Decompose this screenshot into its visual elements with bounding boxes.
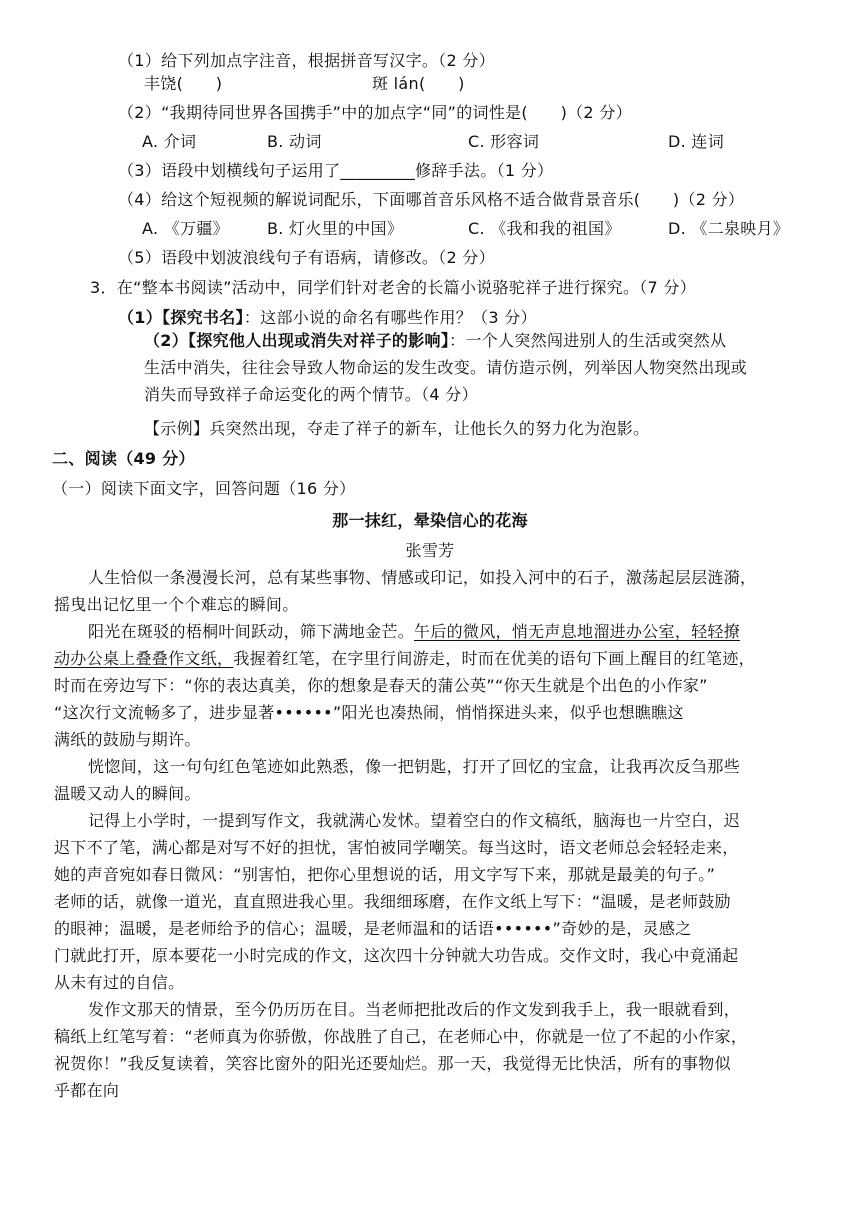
article-line: 记得上小学时，一提到写作文，我就满心发怵。望着空白的作文稿纸，脑海也一片空白，迟: [88, 811, 741, 830]
q3-part2-line3: 消失而导致祥子命运变化的两个情节。（4 分）: [144, 385, 478, 404]
q3-example: 【示例】兵突然出现，夺走了祥子的新车，让他长久的努力化为泡影。: [144, 419, 650, 438]
q2-item4-option-c: C. 《我和我的祖国》: [468, 219, 621, 238]
article-line: 乎都在向: [54, 1081, 120, 1100]
q2-item2: （2）“我期待同世界各国携手”中的加点字“同”的词性是( )（2 分）: [118, 103, 632, 122]
q2-item1-blank-a: 丰饶( ): [144, 74, 223, 93]
q2-item2-option-a: A. 介词: [142, 132, 197, 151]
article-line: 恍惚间，这一句句红色笔迹如此熟悉，像一把钥匙，打开了回忆的宝盒，让我再次反刍那些: [88, 757, 741, 776]
q2-item4: （4）给这个短视频的解说词配乐，下面哪首音乐风格不适合做背景音乐( )（2 分）: [118, 190, 745, 209]
q3-part1-text: ：这部小说的命名有哪些作用？（3 分）: [243, 308, 537, 327]
article-line: 从未有过的自信。: [54, 973, 185, 992]
article-line: 时而在旁边写下：“你的表达真美，你的想象是春天的蒲公英”“你天生就是个出色的小作家”: [54, 676, 708, 695]
subsection-heading: （一）阅读下面文字，回答问题（16 分）: [52, 479, 356, 498]
article-author: 张雪芳: [405, 541, 455, 560]
article-line: 发作文那天的情景，至今仍历历在目。当老师把批改后的作文发到我手上，我一眼就看到，: [88, 1000, 741, 1019]
q2-item4-option-d: D. 《二泉映月》: [668, 219, 790, 238]
article-line: 摇曳出记忆里一个个难忘的瞬间。: [54, 595, 299, 614]
underlined-sentence-end: 动办公桌上叠叠作文纸，: [54, 649, 234, 668]
q2-item5: （5）语段中划波浪线句子有语病，请修改。（2 分）: [118, 248, 495, 267]
article-text: 阳光在斑驳的梧桐叶间跃动，筛下满地金芒。: [88, 622, 415, 641]
article-line: 老师的话，就像一道光，直直照进我心里。我细细琢磨，在作文纸上写下：“温暖，是老师鼓励: [54, 892, 731, 911]
article-line: 满纸的鼓励与期许。: [54, 730, 201, 749]
q2-item3: （3）语段中划横线句子运用了_________修辞手法。（1 分）: [118, 161, 554, 180]
article-line: [88, 621, 740, 643]
q2-item1: （1）给下列加点字注音，根据拼音写汉字。（2 分）: [118, 51, 495, 70]
section-heading: 二、阅读（49 分）: [52, 449, 195, 468]
q3-part1: [118, 307, 537, 329]
q2-item2-option-b: B. 动词: [267, 132, 322, 151]
article-line: 的眼神；温暖，是老师给予的信心；温暖，是老师温和的话语••••••”奇妙的是，灵感之: [54, 919, 692, 938]
q2-item2-option-c: C. 形容词: [468, 132, 540, 151]
article-line: 温暖又动人的瞬间。: [54, 784, 201, 803]
q2-item4-option-a: A. 《万疆》: [142, 219, 229, 238]
article-line: 祝贺你！”我反复读着，笑容比窗外的阳光还要灿烂。那一天，我觉得无比快活，所有的事物似: [54, 1054, 731, 1073]
article-text: 我握着红笔，在字里行间游走，时而在优美的语句下画上醒目的红笔迹，: [233, 649, 755, 668]
article-title: 那一抹红，晕染信心的花海: [332, 511, 528, 530]
q3-part2: [144, 330, 726, 352]
q2-item4-option-b: B. 灯火里的中国》: [267, 219, 404, 238]
article-line: 稿纸上红笔写着：“老师真为你骄傲，你战胜了自己，在老师心中，你就是一位了不起的小作家，: [54, 1027, 748, 1046]
q3-stem: 3．在“整本书阅读”活动中，同学们针对老舍的长篇小说骆驼祥子进行探究。（7 分）: [90, 278, 697, 297]
article-line: 门就此打开，原本要花一小时完成的作文，这次四十分钟就大功告成。交作文时，我心中竟涌起: [54, 946, 739, 965]
q3-part2-line2: 生活中消失，往往会导致人物命运的发生改变。请仿造示例，列举因人物突然出现或: [144, 358, 748, 377]
q3-part1-heading: （1）【探究书名】: [118, 308, 244, 327]
article-line: 人生恰似一条漫漫长河，总有某些事物、情感或印记，如投入河中的石子，激荡起层层涟漪，: [88, 568, 757, 587]
q3-part2-text: ：一个人突然闯进别人的生活或突然从: [449, 331, 727, 350]
article-line: 她的声音宛如春日微风：“别害怕，把你心里想说的话，用文字写下来，那就是最美的句子。”: [54, 865, 716, 884]
q3-part2-heading: （2）【探究他人出现或消失对祥子的影响】: [144, 331, 450, 350]
article-line: 迟下不了笔，满心都是对写不好的担忧，害怕被同学嘲笑。每当这时，语文老师总会轻轻走来，: [54, 838, 739, 857]
q2-item2-option-d: D. 连词: [668, 132, 724, 151]
underlined-sentence: 午后的微风，悄无声息地溜进办公室，轻轻撩: [414, 622, 741, 641]
q2-item1-blank-b: 斑 lán( ): [372, 74, 465, 93]
article-line: [54, 648, 755, 670]
article-line: “这次行文流畅多了，进步显著••••••”阳光也凑热闹，悄悄探进头来，似乎也想瞧瞧这: [54, 703, 684, 722]
